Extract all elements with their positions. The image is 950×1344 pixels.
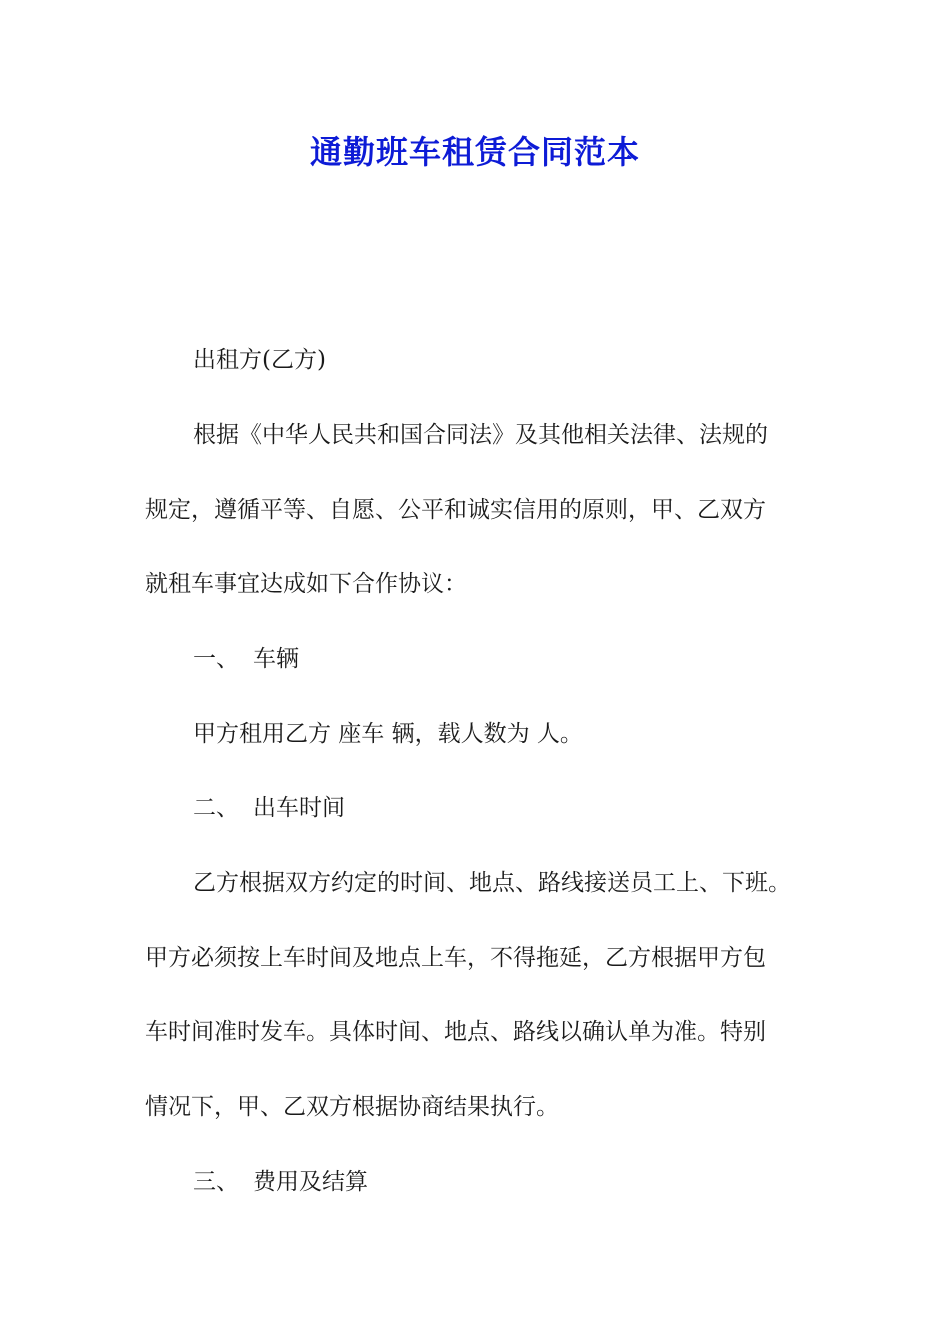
intro-line-2: 规定，遵循平等、自愿、公平和诚实信用的原则，甲、乙双方 <box>145 497 766 523</box>
section-2-body-line-1: 乙方根据双方约定的时间、地点、路线接送员工上、下班。 <box>193 870 791 896</box>
intro-line-3: 就租车事宜达成如下合作协议： <box>145 571 467 597</box>
section-1-number: 一、 <box>193 646 239 672</box>
document-title: 通勤班车租赁合同范本 <box>309 133 640 171</box>
section-3-heading <box>193 1166 368 1198</box>
party-label: 出租方(乙方) <box>193 347 326 373</box>
section-2-body-line-4: 情况下，甲、乙双方根据协商结果执行。 <box>145 1094 559 1120</box>
section-2-body-line-3: 车时间准时发车。具体时间、地点、路线以确认单为准。特别 <box>145 1019 766 1045</box>
section-2-body-line-2: 甲方必须按上车时间及地点上车，不得拖延，乙方根据甲方包 <box>145 945 766 971</box>
section-1-title: 车辆 <box>253 646 299 672</box>
section-2-heading <box>193 792 345 824</box>
section-2-title: 出车时间 <box>253 795 345 821</box>
section-3-number: 三、 <box>193 1169 239 1195</box>
section-1-heading <box>193 643 299 675</box>
section-3-title: 费用及结算 <box>253 1169 368 1195</box>
intro-line-1: 根据《中华人民共和国合同法》及其他相关法律、法规的 <box>193 422 768 448</box>
section-1-body: 甲方租用乙方 座车 辆，载人数为 人。 <box>193 721 583 747</box>
section-2-number: 二、 <box>193 795 239 821</box>
